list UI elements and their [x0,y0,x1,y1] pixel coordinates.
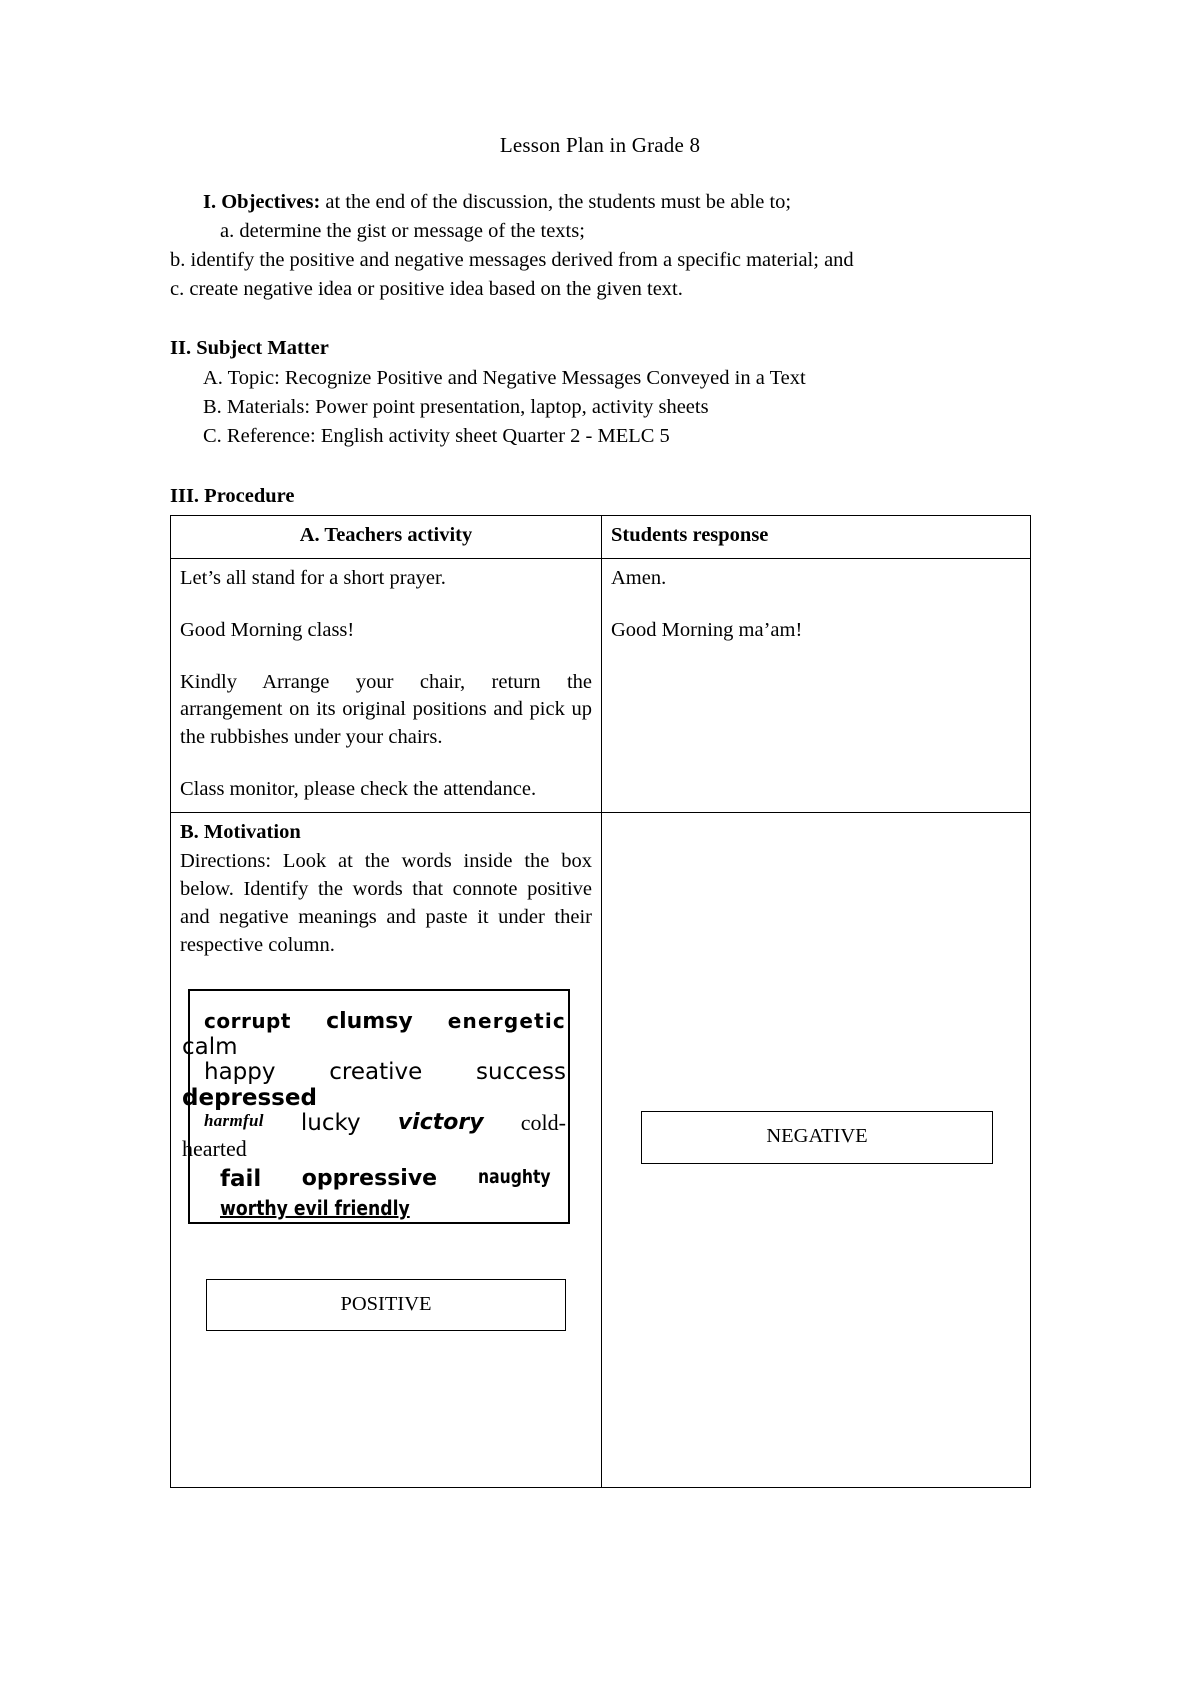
word-bank-line-5 [190,1192,568,1222]
procedure-table [170,515,1031,1488]
cell-teacher-activity-1 [171,558,602,812]
objectives-section [170,188,1030,304]
subject-matter-item-b: B. Materials: Power point presentation, laptop, activity sheets [203,395,709,418]
word-victory: victory [397,1110,484,1136]
teacher-line-greeting: Good Morning class! [180,618,355,641]
word-energetic: energetic [447,1009,566,1034]
student-line-amen: Amen. [611,566,667,589]
teacher-line-prayer: Let’s all stand for a short prayer. [180,566,446,589]
word-happy: happy [204,1059,276,1086]
word-clumsy: clumsy [326,1009,413,1035]
student-line-greeting: Good Morning ma’am! [611,618,803,641]
cell-motivation [171,813,602,1488]
motivation-directions: Directions: Look at the words inside the box below. Identify the words that connote positive and negative meanings and paste it under their respective column. [180,849,592,956]
header-teachers-activity: A. Teachers activity [171,515,602,558]
word-harmful: harmful [204,1111,264,1131]
subject-matter-heading: II. Subject Matter [170,337,329,360]
word-bank-line-1 [190,1009,568,1033]
header-students-response: Students response [602,515,1031,558]
word-fail: fail [220,1166,262,1193]
subject-matter-item-a: A. Topic: Recognize Positive and Negative Messages Conveyed in a Text [203,366,806,389]
word-depressed: depressed [182,1084,317,1111]
subject-matter-section [170,334,1030,450]
word-cold: cold- [520,1110,566,1136]
cell-students-response-2 [602,813,1031,1488]
teacher-line-arrange: Kindly Arrange your chair, return the arrangement on its original positions and pick up the rubbishes under your chairs. [180,670,592,749]
word-worthy-evil-friendly: worthy evil friendly [220,1195,410,1220]
word-creative: creative [329,1059,423,1086]
procedure-section [170,482,1030,511]
word-bank-line-2 [190,1061,568,1084]
word-bank-box [182,989,570,1223]
procedure-heading: III. Procedure [170,484,295,507]
teacher-line-attendance: Class monitor, please check the attendance. [180,778,537,801]
cell-students-response-1 [602,558,1031,812]
motivation-title: B. Motivation [180,821,301,844]
table-row [171,558,1031,812]
word-lucky: lucky [300,1110,361,1137]
word-success: success [476,1059,566,1086]
word-bank-line-4 [190,1162,568,1191]
positive-column-box[interactable]: POSITIVE [206,1279,566,1332]
table-header-row [171,515,1031,558]
table-row [171,813,1031,1488]
subject-matter-item-c: C. Reference: English activity sheet Quarter 2 - MELC 5 [203,424,670,447]
word-corrupt: corrupt [204,1009,291,1034]
objectives-heading-label: I. Objectives: [203,191,321,213]
word-oppressive: oppressive [301,1166,438,1192]
objectives-heading-line [170,188,1030,217]
objective-item-b: b. identify the positive and negative messages derived from a specific material; and [170,249,854,272]
page-title: Lesson Plan in Grade 8 [499,133,701,157]
objective-item-a: a. determine the gist or message of the texts; [220,220,585,243]
word-hearted: hearted [182,1135,247,1161]
negative-column-box[interactable]: NEGATIVE [641,1111,993,1164]
word-bank-line-3 [190,1112,568,1135]
word-calm: calm [182,1033,238,1060]
word-naughty: naughty [477,1166,551,1189]
objectives-heading-rest: at the end of the discussion, the students must be able to; [320,191,792,213]
objective-item-c: c. create negative idea or positive idea based on the given text. [170,278,683,301]
